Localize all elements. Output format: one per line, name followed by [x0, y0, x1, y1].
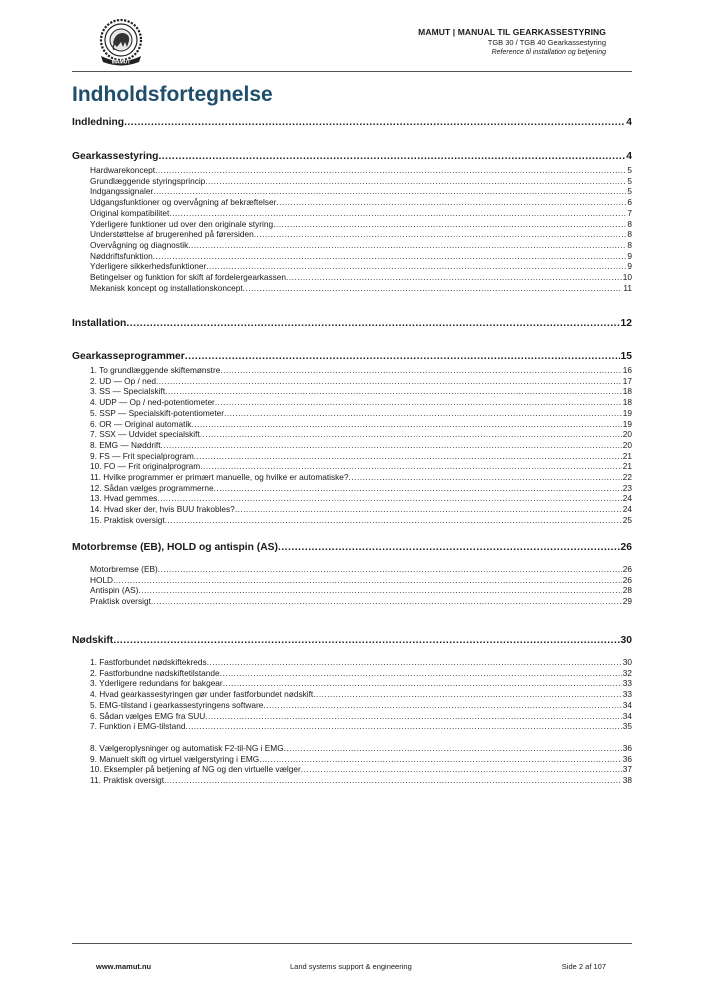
dot-leader	[224, 408, 622, 418]
dot-leader	[151, 596, 622, 606]
footer-divider	[72, 943, 632, 944]
dot-leader	[200, 461, 622, 471]
toc-section-2[interactable]	[72, 318, 632, 331]
toc-entry-label: Mekanisk koncept og installationskoncept	[90, 282, 243, 293]
toc-entry-label: Udgangsfunktioner og overvågning af bekræftelser	[90, 197, 277, 208]
toc-entry-page: 24	[622, 493, 632, 504]
toc-entry-label: 7. Funktion i EMG-tilstand	[90, 721, 186, 732]
dot-leader	[185, 351, 620, 362]
dot-leader	[138, 585, 621, 595]
toc-entry-label: 6. Sådan vælges EMG fra SUU	[90, 710, 206, 721]
dot-leader	[313, 689, 622, 699]
dot-leader	[215, 397, 622, 407]
header-subtitle: TGB 30 / TGB 40 Gearkassestyring	[487, 38, 606, 47]
dot-leader	[124, 117, 625, 128]
toc-entry[interactable]	[72, 229, 632, 239]
toc-entry-page: 21	[622, 461, 632, 472]
toc-entry-label: Indledning	[72, 117, 125, 128]
dot-leader	[158, 151, 625, 162]
toc-entry-label: 4. UDP — Op / ned-potentiometer	[90, 397, 215, 408]
dot-leader	[349, 472, 622, 482]
toc-section-4[interactable]	[72, 542, 632, 555]
toc-entry-page: 6	[627, 197, 632, 208]
dot-leader	[254, 229, 627, 239]
toc-entry[interactable]	[72, 493, 632, 503]
toc-entry-label: 11. Hvilke programmer er primært manuelle, og hvilke er automatiske?	[90, 472, 349, 482]
footer-website[interactable]: www.mamut.nu	[96, 962, 152, 971]
toc-entry-page: 15	[620, 351, 632, 362]
dot-leader	[284, 743, 622, 753]
dot-leader	[205, 711, 621, 721]
toc-entry-page: 34	[622, 699, 632, 710]
dot-leader	[278, 542, 620, 553]
toc-entry-page: 21	[622, 450, 632, 461]
toc-entry-page: 37	[622, 764, 632, 775]
dot-leader	[113, 575, 622, 585]
toc-entry-page: 30	[620, 635, 632, 646]
toc-entry[interactable]	[72, 272, 632, 282]
dot-leader	[207, 657, 622, 667]
toc-entry-page: 7	[627, 207, 632, 218]
dot-leader	[164, 775, 622, 785]
toc-entry[interactable]	[72, 451, 632, 461]
toc-entry-page: 4	[626, 151, 632, 162]
toc-entry-label: 15. Praktisk oversigt	[90, 514, 165, 525]
toc-entry-label: Nødskift	[72, 635, 114, 646]
toc-entry-label: Grundlæggende styringsprincip	[90, 175, 206, 186]
toc-entry-label: Understøttelse af brugerenhed på førersiden	[90, 229, 254, 240]
toc-entry-page: 9	[627, 261, 632, 272]
toc-entry-label: Gearkassestyring	[72, 151, 159, 162]
dot-leader	[301, 764, 622, 774]
dot-leader	[220, 365, 621, 375]
toc-section-0[interactable]	[72, 117, 632, 130]
dot-leader	[153, 186, 626, 196]
dot-leader	[220, 668, 622, 678]
toc-entry-page: 10	[622, 272, 632, 282]
toc-entry-label: 3. Yderligere redundans for bakgear	[90, 678, 223, 689]
toc-entry-page: 22	[622, 472, 632, 482]
toc-entry[interactable]	[72, 429, 632, 439]
toc-entry[interactable]	[72, 596, 632, 606]
toc-entry[interactable]	[72, 764, 632, 774]
dot-leader	[153, 251, 627, 261]
toc-entry-label: 4. Hvad gearkassestyringen gør under fastforbundet nødskift	[90, 689, 314, 700]
toc-entry[interactable]	[72, 678, 632, 688]
toc-entry-label: 3. SS — Specialskift	[90, 386, 166, 397]
toc-entry-label: 8. Vælgeroplysninger og automatisk F2-til-NG i EMG	[90, 742, 284, 753]
toc-heading: Indholdsfortegnelse	[72, 83, 273, 106]
toc-entry-label: HOLD	[90, 574, 114, 585]
toc-entry[interactable]	[72, 408, 632, 418]
dot-leader	[157, 493, 621, 503]
dot-leader	[214, 483, 622, 493]
toc-entry-page: 19	[622, 418, 632, 429]
toc-entry[interactable]	[72, 743, 632, 753]
toc-entry-page: 28	[622, 585, 632, 596]
toc-entry-page: 25	[622, 514, 632, 525]
toc-entry[interactable]	[72, 483, 632, 493]
toc-entry-page: 5	[627, 175, 632, 186]
toc-entry-page: 36	[622, 753, 632, 764]
toc-entry[interactable]	[72, 504, 632, 514]
toc-entry-label: 12. Sådan vælges programmerne	[90, 482, 214, 493]
toc-entry-label: Praktisk oversigt	[90, 596, 151, 607]
toc-entry[interactable]	[72, 700, 632, 710]
toc-entry[interactable]	[72, 365, 632, 375]
toc-entry[interactable]	[72, 721, 632, 731]
toc-entry-page: 26	[622, 574, 632, 585]
toc-entry-label: Indgangssignaler	[90, 186, 154, 197]
toc-entry-label: 7. SSX — Udvidet specialskift	[90, 429, 200, 440]
toc-entry[interactable]	[72, 186, 632, 196]
toc-entry-label: Original kompatibilitet	[90, 207, 170, 218]
toc-entry-label: 13. Hvad gemmes	[90, 493, 158, 504]
toc-entry-page: 19	[622, 407, 632, 418]
toc-entry[interactable]	[72, 472, 632, 482]
toc-entry-page: 17	[622, 375, 632, 386]
toc-entry-label: 1. Fastforbundet nødskiftekreds	[90, 657, 207, 667]
toc-entry-page: 30	[622, 657, 632, 667]
footer-tagline: Land systems support & engineering	[290, 962, 412, 971]
dot-leader	[206, 261, 626, 271]
toc-entry-label: Gearkasseprogrammer	[72, 351, 185, 362]
toc-entry-page: 33	[622, 689, 632, 700]
logo-text: MAMUT	[111, 59, 131, 66]
toc-entry-label: 9. FS — Frit specialprogram	[90, 450, 194, 461]
toc-entry[interactable]	[72, 197, 632, 207]
toc-entry[interactable]	[72, 775, 632, 785]
dot-leader	[286, 272, 622, 282]
toc-section-3[interactable]	[72, 351, 632, 364]
toc-entry-page: 16	[622, 365, 632, 375]
dot-leader	[194, 451, 622, 461]
toc-entry-page: 4	[626, 117, 632, 128]
toc-entry[interactable]	[72, 240, 632, 250]
toc-entry-page: 23	[622, 482, 632, 493]
toc-entry[interactable]	[72, 283, 632, 293]
toc-entry-page: 11	[623, 282, 632, 293]
toc-entry-page: 5	[627, 165, 632, 175]
dot-leader	[235, 504, 622, 514]
footer-page-number: Side 2 af 107	[561, 962, 606, 971]
toc-entry[interactable]	[72, 754, 632, 764]
toc-entry-label: 1. To grundlæggende skiftemønstre	[90, 365, 221, 375]
dot-leader	[200, 429, 622, 439]
dot-leader	[156, 376, 622, 386]
toc-entry-page: 36	[622, 742, 632, 753]
toc-entry[interactable]	[72, 397, 632, 407]
toc-entry-page: 5	[627, 186, 632, 197]
toc-entry-label: Hardwarekoncept	[90, 165, 156, 175]
toc-entry[interactable]	[72, 657, 632, 667]
dot-leader	[155, 165, 626, 175]
dot-leader	[188, 240, 626, 250]
toc-entry-page: 20	[622, 439, 632, 450]
dot-leader	[126, 318, 619, 329]
toc-entry-label: Nøddriftsfunktion	[90, 250, 153, 261]
toc-entry[interactable]	[72, 461, 632, 471]
toc-section-1[interactable]	[72, 151, 632, 164]
toc-entry[interactable]	[72, 208, 632, 218]
dot-leader	[185, 721, 621, 731]
dot-leader	[243, 283, 623, 293]
dot-leader	[263, 700, 621, 710]
toc-entry-label: Motorbremse (EB)	[90, 564, 158, 574]
toc-entry[interactable]	[72, 176, 632, 186]
dot-leader	[223, 678, 622, 688]
dot-leader	[191, 419, 621, 429]
toc-entry-label: Yderligere funktioner ud over den originale styring	[90, 218, 274, 229]
toc-section-5[interactable]	[72, 635, 632, 648]
toc-entry-page: 34	[622, 710, 632, 721]
toc-entry-label: 2. UD — Op / ned	[90, 375, 156, 386]
toc-entry-label: Motorbremse (EB), HOLD og antispin (AS)	[72, 542, 278, 553]
toc-entry[interactable]	[72, 165, 632, 175]
toc-entry-page: 29	[622, 596, 632, 607]
toc-entry-page: 32	[622, 667, 632, 678]
toc-entry[interactable]	[72, 440, 632, 450]
dot-leader	[259, 754, 622, 764]
toc-entry[interactable]	[72, 419, 632, 429]
toc-entry[interactable]	[72, 585, 632, 595]
toc-entry-page: 8	[627, 239, 632, 250]
toc-entry-label: Overvågning og diagnostik	[90, 239, 189, 250]
toc-entry-page: 12	[620, 318, 632, 329]
toc-entry-label: 10. FO — Frit originalprogram	[90, 461, 201, 472]
toc-entry-label: 11. Praktisk oversigt	[90, 775, 165, 785]
toc-entry-label: 10. Eksempler på betjening af NG og den virtuelle vælger	[90, 764, 301, 775]
page-header	[418, 27, 606, 58]
toc-entry-page: 8	[627, 229, 632, 240]
dot-leader	[276, 197, 626, 207]
toc-entry-label: 9. Manuelt skift og virtuel vælgerstyring i EMG	[90, 753, 260, 764]
header-reference: Reference til installation og betjening	[491, 49, 606, 56]
toc-entry-page: 8	[627, 218, 632, 229]
toc-entry[interactable]	[72, 575, 632, 585]
toc-entry-page: 24	[622, 504, 632, 515]
dot-leader	[165, 515, 622, 525]
toc-entry-label: 5. EMG-tilstand i gearkassestyringens software	[90, 699, 264, 710]
toc-entry-page: 9	[627, 250, 632, 261]
toc-entry-label: Antispin (AS)	[90, 585, 139, 596]
toc-entry[interactable]	[72, 711, 632, 721]
dot-leader	[169, 208, 626, 218]
toc-entry-page: 20	[622, 429, 632, 440]
toc-entry[interactable]	[72, 261, 632, 271]
toc-entry-label: Installation	[72, 318, 127, 329]
toc-entry-label: Yderligere sikkerhedsfunktioner	[90, 261, 207, 272]
toc-entry-page: 38	[622, 775, 632, 785]
toc-entry-page: 26	[622, 564, 632, 574]
toc-entry-label: 8. EMG — Nøddrift	[90, 439, 161, 450]
toc-entry-page: 35	[622, 721, 632, 732]
toc-entry-label: 14. Hvad sker der, hvis BUU frakobles?	[90, 504, 235, 515]
dot-leader	[161, 440, 622, 450]
toc-entry-label: 5. SSP — Specialskift-potentiometer	[90, 407, 225, 418]
toc-entry-label: 2. Fastforbundne nødskiftetilstande	[90, 667, 220, 678]
toc-entry[interactable]	[72, 251, 632, 261]
header-title: MAMUT | MANUAL TIL GEARKASSESTYRING	[418, 27, 606, 37]
dot-leader	[165, 386, 622, 396]
toc-entry-label: 6. OR — Original automatik	[90, 418, 192, 429]
header-divider	[72, 71, 632, 72]
toc-entry[interactable]	[72, 386, 632, 396]
mamut-logo	[95, 16, 147, 68]
toc-entry-page: 26	[620, 542, 632, 553]
toc-entry[interactable]	[72, 219, 632, 229]
toc-entry-page: 33	[622, 678, 632, 689]
toc-entry-label: Betingelser og funktion for skift af fordelergearkassen	[90, 272, 287, 282]
toc-entry[interactable]	[72, 376, 632, 386]
toc-entry[interactable]	[72, 564, 632, 574]
toc-entry-page: 18	[622, 386, 632, 397]
dot-leader	[273, 219, 626, 229]
toc-entry-page: 18	[622, 397, 632, 408]
toc-entry[interactable]	[72, 515, 632, 525]
dot-leader	[158, 564, 622, 574]
dot-leader	[113, 635, 619, 646]
dot-leader	[205, 176, 626, 186]
toc-entry[interactable]	[72, 668, 632, 678]
toc-entry[interactable]	[72, 689, 632, 699]
